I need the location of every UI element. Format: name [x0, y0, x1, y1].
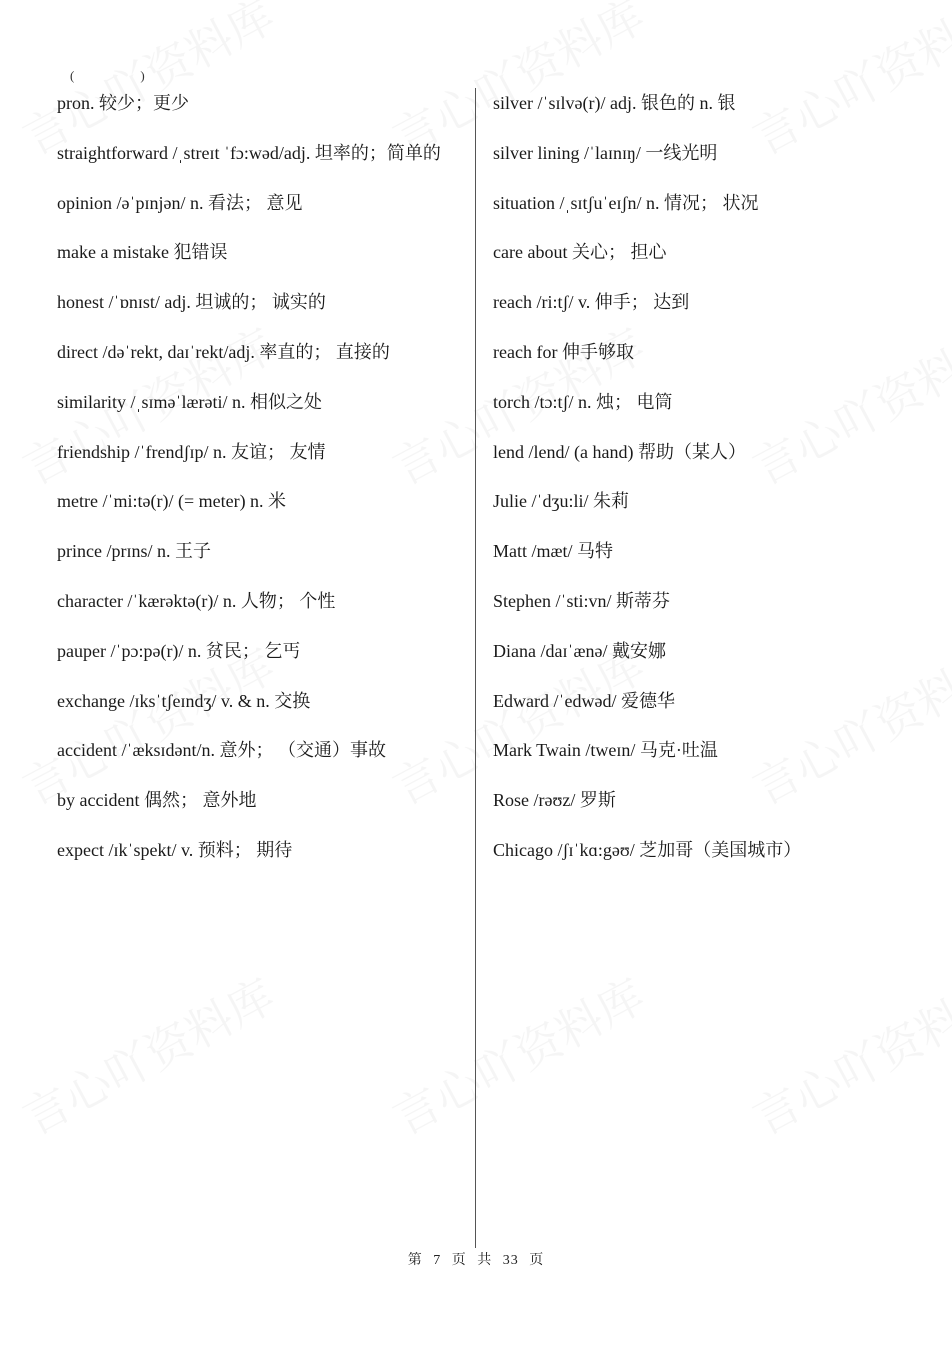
vocab-entry: straightforward /ˌstreɪt ˈfɔ:wəd/adj. 坦率的；简单的 [57, 142, 441, 163]
vocab-entry: similarity /ˌsɪməˈlærəti/ n. 相似之处 [57, 391, 322, 412]
footer-page-word: 页 [451, 1253, 467, 1268]
vocab-entry: pron. 较少；更少 [57, 93, 189, 113]
vocab-entry: opinion /əˈpɪnjən/ n. 看法； 意见 [57, 192, 303, 213]
vocab-entry: Julie /ˈdʒu:li/ 朱莉 [493, 491, 629, 512]
watermark-text [380, 960, 655, 1148]
page-footer [0, 1249, 952, 1269]
vocab-entry: care about 关心； 担心 [493, 242, 667, 263]
vocab-entry: Matt /mæt/ 马特 [493, 541, 614, 562]
vocab-entry: Chicago /ʃɪˈkɑ:gəʊ/ 芝加哥（美国城市） [493, 839, 802, 860]
header-parentheses [70, 68, 145, 84]
total-page-count: 33 [502, 1253, 519, 1268]
vocab-entry: exchange /ɪksˈtʃeɪndʒ/ v. & n. 交换 [57, 690, 311, 711]
column-divider [475, 88, 476, 1248]
vocab-entry: Mark Twain /tweɪn/ 马克·吐温 [493, 740, 718, 761]
vocab-entry: silver /ˈsɪlvə(r)/ adj. 银色的 n. 银 [493, 93, 736, 113]
close-paren: ) [140, 68, 145, 83]
vocab-entry: Rose /rəʊz/ 罗斯 [493, 790, 616, 811]
vocab-entry: make a mistake 犯错误 [57, 242, 228, 263]
vocab-entry: silver lining /ˈlaɪnɪŋ/ 一线光明 [493, 142, 718, 163]
vocab-entry: accident /ˈæksɪdənt/n. 意外； （交通）事故 [57, 740, 386, 761]
vocab-entry: reach for 伸手够取 [493, 341, 634, 362]
watermark-text [740, 960, 952, 1148]
vocab-entry: reach /ri:tʃ/ v. 伸手； 达到 [493, 292, 690, 313]
vocab-entry: metre /ˈmi:tə(r)/ (= meter) n. 米 [57, 491, 287, 512]
footer-prefix: 第 [407, 1253, 423, 1268]
vocab-entry: torch /tɔ:tʃ/ n. 烛； 电筒 [493, 391, 673, 412]
right-vocabulary-column [493, 89, 913, 886]
vocab-entry: expect /ɪkˈspekt/ v. 预料； 期待 [57, 839, 293, 860]
vocab-entry: situation /ˌsɪtʃuˈeɪʃn/ n. 情况； 状况 [493, 192, 759, 213]
footer-total-word: 共 [477, 1253, 493, 1268]
vocab-entry: by accident 偶然； 意外地 [57, 790, 257, 811]
current-page-number: 7 [433, 1253, 442, 1268]
vocab-entry: lend /lend/ (a hand) 帮助（某人） [493, 441, 746, 462]
vocab-entry: Diana /daɪˈænə/ 戴安娜 [493, 640, 666, 661]
vocab-entry: character /ˈkærəktə(r)/ n. 人物； 个性 [57, 590, 336, 611]
vocab-entry: honest /ˈɒnɪst/ adj. 坦诚的； 诚实的 [57, 292, 326, 313]
footer-suffix: 页 [529, 1253, 545, 1268]
vocab-entry: friendship /ˈfrendʃɪp/ n. 友谊； 友情 [57, 441, 326, 462]
open-paren: ( [70, 68, 75, 83]
vocab-entry: Edward /ˈedwəd/ 爱德华 [493, 690, 675, 711]
left-vocabulary-column [57, 89, 462, 886]
vocab-entry: direct /dəˈrekt, daɪˈrekt/adj. 率直的； 直接的 [57, 341, 390, 362]
watermark-text [10, 960, 285, 1148]
vocab-entry: prince /prɪns/ n. 王子 [57, 541, 211, 562]
vocab-entry: Stephen /ˈsti:vn/ 斯蒂芬 [493, 590, 670, 611]
vocab-entry: pauper /ˈpɔ:pə(r)/ n. 贫民； 乞丐 [57, 640, 301, 661]
